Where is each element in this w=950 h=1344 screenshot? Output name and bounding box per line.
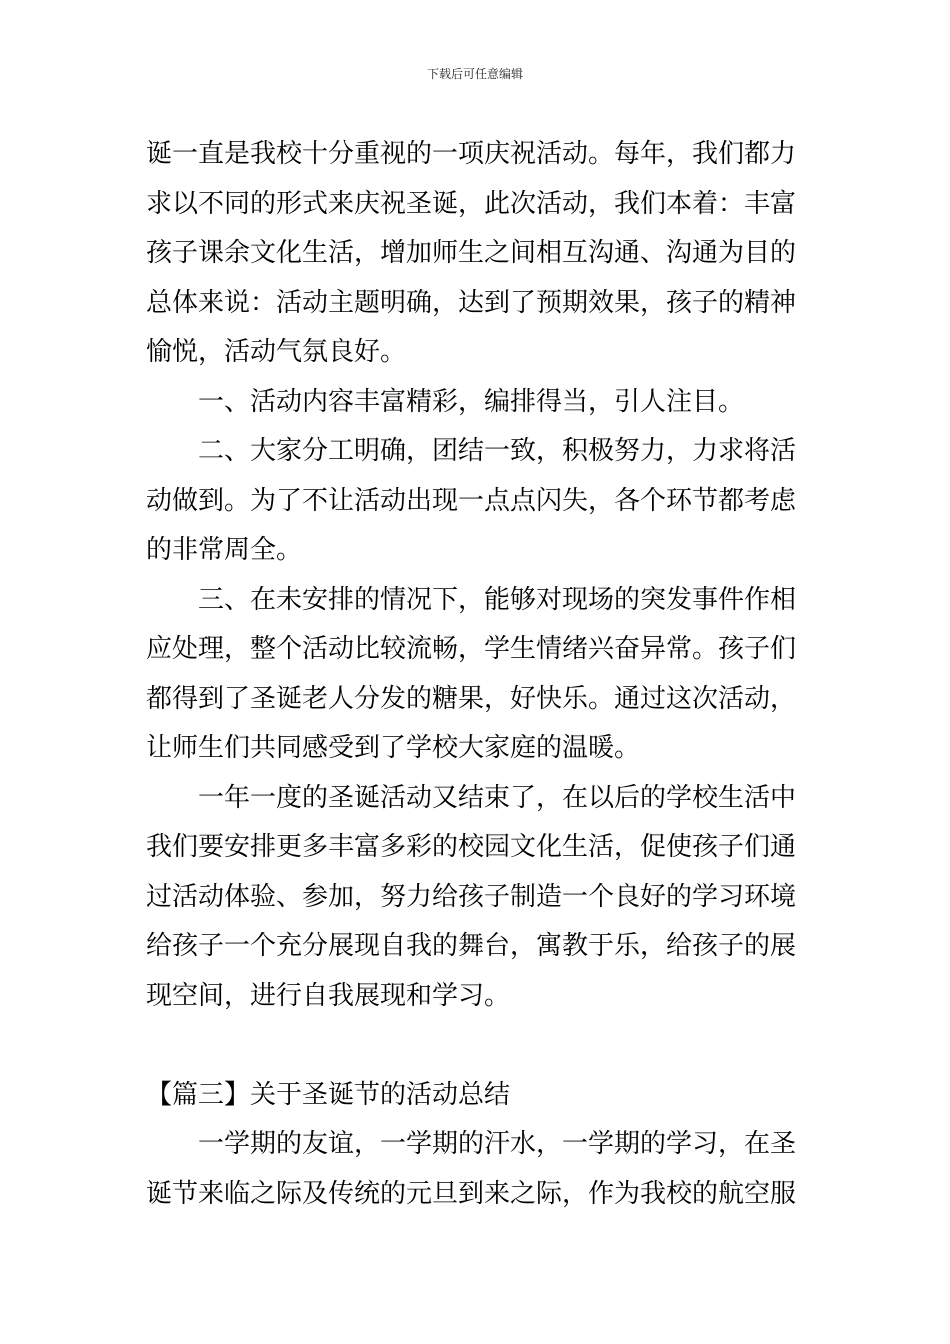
text-line: 总体来说：活动主题明确，达到了预期效果，孩子的精神 [146,287,797,318]
text-line: 现空间，进行自我展现和学习。 [146,980,511,1011]
text-line: 三、在未安排的情况下，能够对现场的突发事件作相 [198,584,797,615]
text-line: 诞一直是我校十分重视的一项庆祝活动。每年，我们都力 [146,139,797,169]
text-line: 孩子课余文化生活，增加师生之间相互沟通、沟通为目的 [146,238,797,268]
text-line: 一学期的友谊，一学期的汗水，一学期的学习，在圣 [198,1129,797,1159]
text-line: 都得到了圣诞老人分发的糖果，好快乐。通过这次活动， [146,683,797,714]
text-line: 给孩子一个充分展现自我的舞台，寓教于乐，给孩子的展 [146,931,797,961]
header-note: 下载后可任意编辑 [426,67,523,81]
section-heading: 【篇三】关于圣诞节的活动总结 [146,1079,511,1110]
text-line: 愉悦，活动气氛良好。 [146,337,407,367]
text-line: 应处理，整个活动比较流畅，学生情绪兴奋异常。孩子们 [146,634,797,664]
text-line: 一年一度的圣诞活动又结束了，在以后的学校生活中 [198,782,797,813]
text-line: 的非常周全。 [146,535,303,565]
text-line: 二、大家分工明确，团结一致，积极努力，力求将活 [198,436,797,466]
text-line: 一、活动内容丰富精彩，编排得当，引人注目。 [198,386,745,417]
text-line: 过活动体验、参加，努力给孩子制造一个良好的学习环境 [146,881,797,912]
document-body [146,130,818,1219]
text-line: 求以不同的形式来庆祝圣诞，此次活动，我们本着：丰富 [146,188,797,219]
text-line: 动做到。为了不让活动出现一点点闪失，各个环节都考虑 [146,485,797,516]
paragraph-gap [146,1021,818,1071]
text-line: 诞节来临之际及传统的元旦到来之际，作为我校的航空服 [146,1178,797,1209]
text-line: 我们要安排更多丰富多彩的校园文化生活，促使孩子们通 [146,832,797,862]
text-line: 让师生们共同感受到了学校大家庭的温暖。 [146,733,641,763]
